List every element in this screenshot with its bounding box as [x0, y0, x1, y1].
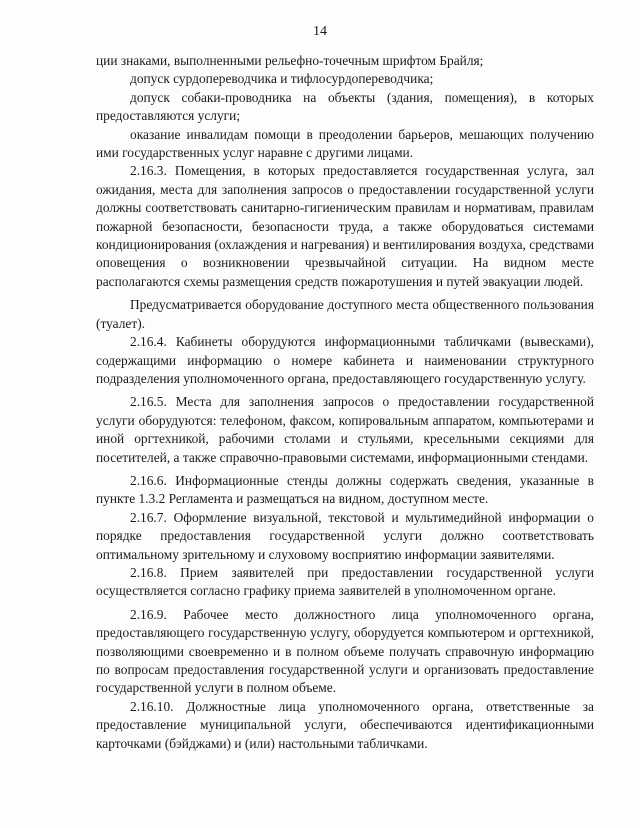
paragraph-sign-interpreter: допуск сурдопереводчика и тифлосурдопереводчика; [130, 71, 434, 87]
paragraph-guide-dog: допуск собаки-проводника на объекты (здания, помещения), в которых предоставляются услуги; [96, 89, 594, 124]
paragraph-braille: ции знаками, выполненными рельефно-точечным шрифтом Брайля; [96, 53, 484, 68]
paragraph-2-16-9: 2.16.9. Рабочее место должностного лица уполномоченного органа, предоставляющего государственную услугу, оборудуется компьютером и оргтехникой, позволяющими своевременно и в полном объеме получать справочную информацию по вопросам предоставления государственной услуги и организовать предоставление государственной услуги в полном объеме. [96, 606, 594, 696]
paragraph-2-16-8: 2.16.8. Прием заявителей при предоставлении государственной услуги осуществляется согласно графику приема заявителей в уполномоченном органе. [96, 564, 594, 599]
paragraph-2-16-7: 2.16.7. Оформление визуальной, текстовой и мультимедийной информации о порядке предоставления государственной услуги должно соответствовать оптимальному зрительному и слуховому восприятию информации заявителями. [96, 509, 594, 562]
paragraph-2-16-5: 2.16.5. Места для заполнения запросов о предоставлении государственной услуги оборудуются: телефоном, факсом, копировальным аппаратом, компьютерами и иной оргтехникой, рабочими столами и стульями, кресельными секциями для посетителей, а также справочно-правовыми системами, информационными стендами. [96, 394, 594, 465]
paragraph-public-restroom: Предусматривается оборудование доступного места общественного пользования (туалет). [96, 297, 594, 331]
paragraph-disability-assistance: оказание инвалидам помощи в преодолении барьеров, мешающих получению ими государственных услуг наравне с другими лицами. [96, 126, 594, 161]
paragraph-2-16-10: 2.16.10. Должностные лица уполномоченного органа, ответственные за предоставление муниципальной услуги, обеспечиваются идентификационными карточками (бэйджами) и (или) настольными табличками. [96, 698, 594, 751]
paragraph-2-16-6: 2.16.6. Информационные стенды должны содержать сведения, указанные в пункте 1.3.2 Регламента и размещаться на видном, доступном месте. [96, 472, 594, 507]
document-body [96, 52, 594, 753]
paragraph-2-16-3: 2.16.3. Помещения, в которых предоставляется государственная услуга, зал ожидания, места для заполнения запросов о предоставлении государственной услуги должны соответствовать санитарно-гигиеническим правилам и нормативам, правилам пожарной безопасности, безопасности труда, а также оборудоваться системами кондиционирования (охлаждения и нагревания) и вентилирования воздуха, средствами оповещения о возникновении чрезвычайной ситуации. На видном месте располагаются схемы размещения средств пожаротушения и путей эвакуации людей. [96, 163, 594, 289]
paragraph-2-16-4: 2.16.4. Кабинеты оборудуются информационными табличками (вывесками), содержащими информацию о номере кабинета и наименовании структурного подразделения уполномоченного органа, предоставляющего государственную услугу. [96, 334, 594, 386]
page-number: 14 [313, 24, 327, 39]
